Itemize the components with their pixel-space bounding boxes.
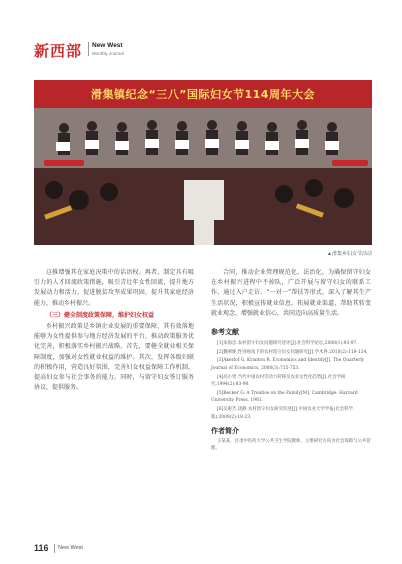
left-column	[34, 268, 194, 394]
reference-item: [4]高小贤.当代中国农村劳动力转移及农业女性化趋势[J].社会学研究,1994(2):83-90.	[211, 374, 346, 388]
brand-logo-cn: 新西部	[34, 42, 83, 60]
reference-item: [6]吴惠芳,饶静.农村留守妇女研究综述[J].中国农业大学学报(社会科学版),2009(2):18-23.	[211, 406, 353, 420]
author-heading: 作者简介	[211, 426, 239, 436]
references-heading: 参考文献	[211, 327, 239, 337]
reference-item: [3]Akerlof G, Kranton R. Economics and Identity[J]. The Quarterly Journal of Economics, 2000(3):715-753.	[211, 358, 365, 371]
author-bio: 王某某，甘肃中医药大学公共卫生学院教师，主要研究方向为社会保障与公共管理。	[211, 439, 371, 452]
paragraph: 乡村振兴政策是乡镇企业发展的重要保障，其有效落地能够为女性提供参与地方经济发展的平台，推动政策服务优化完善，积极落实乡村振兴战略。首先，要健全就业相关保障制度，加强对女性就业权益的维护。其次，发挥各级妇联的积极作用，营造良好氛围，完善妇女权益保障工作机制，提高妇女参与社会事务的能力。同时，与留守妇女签订服务协议，提供服务。	[34, 323, 194, 392]
page-number: 116	[34, 543, 49, 553]
paragraph: 合同，推动企业管理规范化、法治化。为确保留守妇女在乡村振兴进程中不掉队，广泛开展与留守妇女的联系工作，通过入户走访、“一对一”帮扶等形式，深入了解其生产生活状况，积极宣传就业信息，拓展就业渠道，帮助其转变就业观念，增强就业信心，共同迈向高质量生活。	[211, 269, 371, 317]
brand-subtitle: Monthly Journal	[92, 51, 124, 56]
reference-item: [1]朱海忠.农村留守妇女问题研究述评[J].社会科学论坛,2008(1):93-97.	[217, 341, 358, 347]
footer-divider	[54, 544, 55, 553]
brand-divider	[88, 42, 89, 56]
footer-magazine-name: New West	[58, 545, 83, 551]
reference-item: [2]魏翠妮.性别视角下的农村留守妇女问题研究[J].学术界,2010(2):119-124.	[217, 349, 368, 355]
photo-caption: ▲滑集乡妇女节活动	[327, 251, 372, 257]
event-photo-illustration	[34, 80, 372, 245]
reference-item: [5]Becker G. A Treatise on the Family[M]. Cambridge: Harvard University Press, 1981.	[211, 390, 358, 404]
event-photo	[34, 80, 372, 245]
paragraph: 这推增强其在家庭决策中的话语权。再者，制定具有吸引力的人才回流政策措施，吸引青壮年女性回流，提升地方发展动力和活力，促进脱贫攻坚成果巩固，提升其家庭经济能力，推动乡村振兴。	[34, 269, 194, 307]
masthead	[34, 40, 374, 64]
right-column	[211, 268, 371, 452]
banner-title: 滑集镇纪念“三八”国际妇女节114周年大会	[91, 88, 315, 101]
brand-logo-en: New West	[92, 42, 123, 49]
section-subheading: （三）健全制度政策保障，维护妇女权益	[46, 311, 155, 319]
